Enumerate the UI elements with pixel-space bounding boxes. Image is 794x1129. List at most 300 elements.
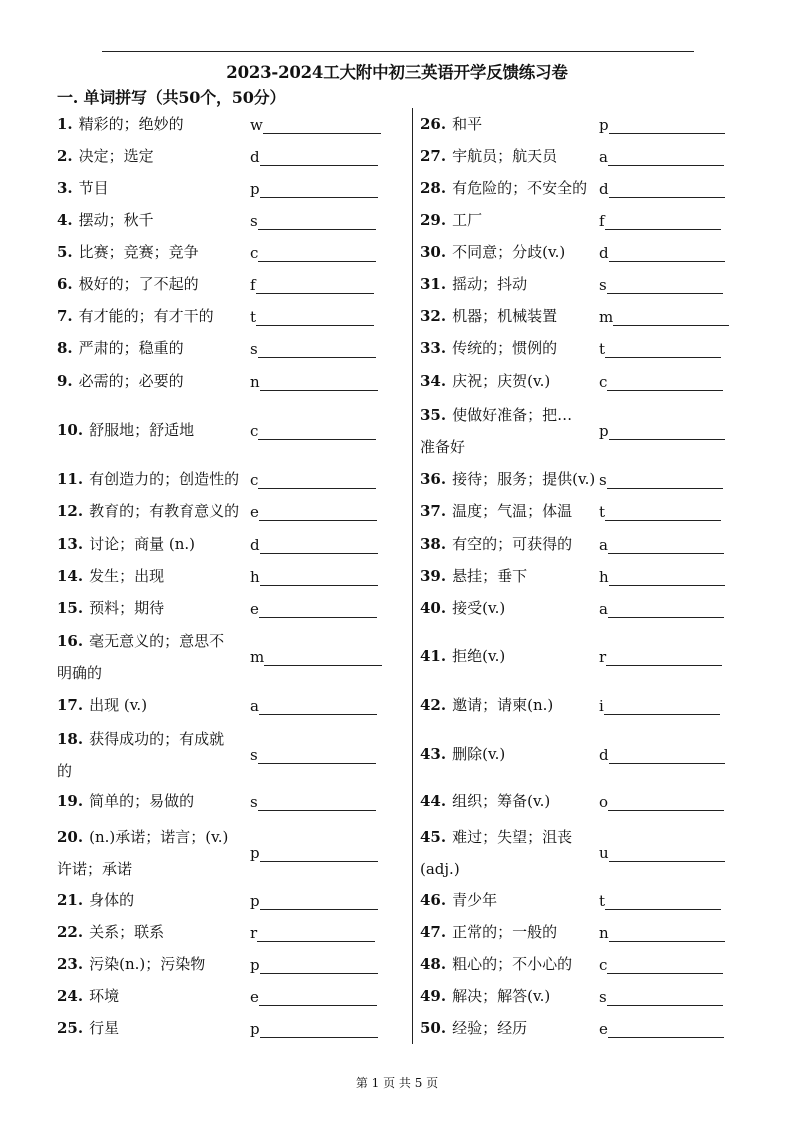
initial-letter: p — [599, 422, 609, 440]
item-number: 35. — [420, 406, 447, 424]
item-definition: 删除(v.) — [452, 745, 506, 763]
answer-line[interactable] — [260, 151, 378, 166]
answer-line[interactable] — [256, 279, 374, 294]
answer-line[interactable] — [258, 215, 376, 230]
initial-letter: p — [250, 180, 260, 198]
answer-blank[interactable] — [250, 746, 376, 764]
item-number: 49. — [420, 987, 447, 1005]
initial-letter: t — [599, 340, 606, 358]
initial-letter: c — [599, 956, 608, 974]
item-definition: 极好的；了不起的 — [78, 275, 199, 293]
item-number: 48. — [420, 955, 447, 973]
answer-blank[interactable] — [250, 116, 381, 134]
item-definition: 使做好准备；把… 准备好 — [420, 406, 573, 456]
vocab-item — [57, 1013, 119, 1043]
page-footer: 第 1 页 共 5 页 — [355, 1076, 439, 1090]
answer-blank[interactable] — [250, 600, 377, 618]
answer-blank[interactable] — [599, 276, 723, 294]
answer-line[interactable] — [607, 474, 723, 489]
item-definition: 有空的；可获得的 — [452, 535, 573, 553]
item-definition: 宇航员；航天员 — [452, 147, 558, 165]
item-number: 13. — [57, 535, 84, 553]
answer-blank[interactable] — [250, 148, 378, 166]
item-number: 25. — [57, 1019, 84, 1037]
item-number: 27. — [420, 147, 447, 165]
answer-blank[interactable] — [599, 1020, 724, 1038]
initial-letter: h — [250, 568, 260, 586]
vocab-item — [57, 690, 147, 720]
answer-blank[interactable] — [250, 212, 376, 230]
answer-blank[interactable] — [250, 503, 377, 521]
item-definition: 获得成功的；有成就 的 — [57, 730, 225, 780]
answer-blank[interactable] — [599, 422, 725, 440]
answer-blank[interactable] — [250, 536, 378, 554]
initial-letter: f — [250, 276, 256, 294]
answer-blank[interactable] — [250, 422, 376, 440]
item-number: 14. — [57, 567, 84, 585]
vocab-item — [57, 529, 195, 559]
answer-line[interactable] — [609, 119, 725, 134]
item-number: 29. — [420, 211, 447, 229]
initial-letter: c — [599, 373, 608, 391]
initial-letter: n — [599, 924, 609, 942]
answer-blank[interactable] — [250, 844, 378, 862]
answer-blank[interactable] — [599, 600, 724, 618]
item-number: 31. — [420, 275, 447, 293]
initial-letter: p — [599, 116, 609, 134]
item-definition: 有创造力的；创造性的 — [89, 470, 240, 488]
vocab-item — [420, 464, 595, 494]
vocab-item — [57, 917, 164, 947]
initial-letter: s — [599, 276, 607, 294]
item-definition: 悬挂；垂下 — [452, 567, 528, 585]
item-definition: 毫无意义的；意思不 明确的 — [57, 632, 225, 682]
initial-letter: a — [250, 697, 259, 715]
initial-letter: a — [599, 536, 608, 554]
answer-line[interactable] — [259, 991, 377, 1006]
section-title: 一. 单词拼写（共50个，50分） — [57, 88, 286, 107]
answer-line[interactable] — [260, 571, 378, 586]
item-number: 16. — [57, 632, 84, 650]
answer-blank[interactable] — [250, 648, 382, 666]
initial-letter: t — [599, 892, 606, 910]
answer-line[interactable] — [263, 119, 381, 134]
answer-line[interactable] — [605, 215, 721, 230]
answer-blank[interactable] — [599, 746, 725, 764]
initial-letter: s — [250, 340, 258, 358]
vocab-item — [420, 690, 553, 720]
vocab-item — [57, 561, 164, 591]
initial-letter: c — [250, 244, 259, 262]
item-definition: 舒服地；舒适地 — [89, 421, 195, 439]
vocab-item — [57, 821, 239, 885]
initial-letter: i — [599, 697, 604, 715]
answer-blank[interactable] — [250, 924, 375, 942]
answer-line[interactable] — [607, 959, 723, 974]
answer-blank[interactable] — [250, 697, 377, 715]
initial-letter: m — [250, 648, 265, 666]
answer-line[interactable] — [258, 749, 376, 764]
item-definition: 环境 — [89, 987, 120, 1005]
item-number: 20. — [57, 828, 84, 846]
answer-blank[interactable] — [250, 988, 377, 1006]
answer-blank[interactable] — [599, 308, 729, 326]
answer-line[interactable] — [260, 959, 378, 974]
item-definition: 出现 (v.) — [89, 696, 148, 714]
answer-blank[interactable] — [599, 212, 721, 230]
answer-line[interactable] — [609, 847, 725, 862]
answer-blank[interactable] — [250, 308, 374, 326]
item-definition: 不同意；分歧(v.) — [452, 243, 566, 261]
answer-line[interactable] — [259, 603, 377, 618]
vocab-item — [420, 366, 550, 396]
answer-line[interactable] — [258, 796, 376, 811]
vocab-item — [57, 109, 184, 139]
vocab-item — [57, 496, 239, 526]
answer-line[interactable] — [605, 343, 721, 358]
vocab-item — [420, 205, 482, 235]
answer-blank[interactable] — [250, 276, 374, 294]
item-definition: 行星 — [89, 1019, 120, 1037]
item-number: 47. — [420, 923, 447, 941]
answer-line[interactable] — [613, 311, 729, 326]
vocab-item — [57, 625, 239, 689]
answer-blank[interactable] — [599, 503, 721, 521]
vocab-item — [420, 917, 557, 947]
item-number: 43. — [420, 745, 447, 763]
initial-letter: w — [250, 116, 263, 134]
item-definition: 工厂 — [452, 211, 483, 229]
item-definition: 温度；气温；体温 — [452, 502, 573, 520]
item-definition: 严肃的；稳重的 — [78, 339, 184, 357]
initial-letter: n — [250, 373, 260, 391]
item-definition: 摇动；抖动 — [452, 275, 528, 293]
vocab-item — [420, 786, 550, 816]
answer-blank[interactable] — [599, 844, 725, 862]
vocab-item — [57, 205, 154, 235]
vocab-item — [420, 885, 497, 915]
answer-blank[interactable] — [599, 536, 724, 554]
item-definition: 传统的；惯例的 — [452, 339, 558, 357]
answer-line[interactable] — [608, 151, 724, 166]
answer-line[interactable] — [607, 376, 723, 391]
initial-letter: s — [250, 793, 258, 811]
item-definition: 节目 — [78, 179, 109, 197]
initial-letter: a — [599, 600, 608, 618]
vocab-item — [57, 141, 154, 171]
item-number: 40. — [420, 599, 447, 617]
vocab-item — [420, 1013, 527, 1043]
item-definition: 精彩的；绝妙的 — [78, 115, 184, 133]
answer-blank[interactable] — [599, 340, 721, 358]
vocab-item — [57, 949, 205, 979]
answer-line[interactable] — [609, 749, 725, 764]
answer-blank[interactable] — [599, 148, 724, 166]
initial-letter: d — [250, 148, 260, 166]
item-definition: 正常的；一般的 — [452, 923, 558, 941]
vocab-item — [57, 173, 109, 203]
top-rule — [102, 51, 694, 52]
answer-line[interactable] — [260, 847, 378, 862]
vocab-item — [420, 739, 505, 769]
initial-letter: p — [250, 892, 260, 910]
answer-line[interactable] — [605, 506, 721, 521]
answer-blank[interactable] — [250, 1020, 378, 1038]
item-definition: 必需的；必要的 — [78, 372, 184, 390]
item-definition: 难过；失望；沮丧 (adj.) — [420, 828, 573, 878]
answer-blank[interactable] — [599, 116, 725, 134]
item-number: 44. — [420, 792, 447, 810]
answer-line[interactable] — [257, 927, 375, 942]
vocab-item — [57, 366, 184, 396]
item-definition: 摆动；秋千 — [78, 211, 154, 229]
initial-letter: s — [250, 212, 258, 230]
page-title: 2023-2024工大附中初三英语开学反馈练习卷 — [226, 63, 568, 82]
initial-letter: r — [250, 924, 258, 942]
answer-line[interactable] — [260, 895, 378, 910]
item-definition: 发生；出现 — [89, 567, 165, 585]
vocab-item — [420, 641, 505, 671]
item-number: 21. — [57, 891, 84, 909]
answer-line[interactable] — [264, 651, 382, 666]
item-definition: 粗心的；不小心的 — [452, 955, 573, 973]
answer-blank[interactable] — [599, 697, 720, 715]
vocab-item — [57, 723, 239, 787]
item-definition: (n.)承诺；诺言；(v.) 许诺；承诺 — [57, 828, 229, 878]
answer-blank[interactable] — [250, 340, 376, 358]
initial-letter: d — [250, 536, 260, 554]
item-number: 8. — [57, 339, 73, 357]
initial-letter: r — [599, 648, 607, 666]
item-number: 23. — [57, 955, 84, 973]
item-number: 12. — [57, 502, 84, 520]
item-definition: 有才能的；有才干的 — [78, 307, 214, 325]
answer-line[interactable] — [604, 700, 720, 715]
initial-letter: e — [250, 600, 259, 618]
item-definition: 拒绝(v.) — [452, 647, 506, 665]
answer-blank[interactable] — [250, 568, 378, 586]
answer-blank[interactable] — [599, 180, 725, 198]
vocab-item — [420, 237, 565, 267]
item-number: 18. — [57, 730, 84, 748]
item-number: 50. — [420, 1019, 447, 1037]
item-number: 3. — [57, 179, 73, 197]
answer-blank[interactable] — [250, 793, 376, 811]
answer-blank[interactable] — [599, 244, 725, 262]
item-number: 42. — [420, 696, 447, 714]
vocab-item — [420, 496, 572, 526]
vocab-item — [57, 237, 199, 267]
item-definition: 教育的；有教育意义的 — [89, 502, 240, 520]
item-definition: 有危险的；不安全的 — [452, 179, 588, 197]
item-definition: 接受(v.) — [452, 599, 506, 617]
answer-line[interactable] — [608, 603, 724, 618]
vocab-item — [57, 464, 239, 494]
initial-letter: c — [250, 422, 259, 440]
vocab-item — [57, 415, 194, 445]
item-number: 38. — [420, 535, 447, 553]
initial-letter: p — [250, 844, 260, 862]
answer-line[interactable] — [259, 506, 377, 521]
answer-blank[interactable] — [250, 373, 378, 391]
answer-blank[interactable] — [599, 793, 724, 811]
vocab-item — [57, 885, 134, 915]
answer-blank[interactable] — [599, 648, 722, 666]
answer-line[interactable] — [609, 425, 725, 440]
answer-line[interactable] — [260, 1023, 378, 1038]
answer-line[interactable] — [260, 539, 378, 554]
item-definition: 解决；解答(v.) — [452, 987, 551, 1005]
vocab-item — [420, 269, 527, 299]
item-definition: 青少年 — [452, 891, 498, 909]
vocab-item — [420, 981, 550, 1011]
item-number: 45. — [420, 828, 447, 846]
answer-line[interactable] — [607, 279, 723, 294]
initial-letter: e — [250, 988, 259, 1006]
vocab-item — [420, 301, 557, 331]
initial-letter: c — [250, 471, 259, 489]
item-number: 39. — [420, 567, 447, 585]
item-number: 4. — [57, 211, 73, 229]
item-number: 26. — [420, 115, 447, 133]
item-number: 37. — [420, 502, 447, 520]
item-definition: 决定；选定 — [78, 147, 154, 165]
initial-letter: e — [250, 503, 259, 521]
vocab-item — [57, 981, 119, 1011]
initial-letter: s — [599, 471, 607, 489]
item-number: 19. — [57, 792, 84, 810]
item-definition: 关系；联系 — [89, 923, 165, 941]
item-number: 11. — [57, 470, 84, 488]
answer-blank[interactable] — [599, 924, 725, 942]
answer-line[interactable] — [606, 651, 722, 666]
answer-line[interactable] — [608, 796, 724, 811]
initial-letter: t — [599, 503, 606, 521]
item-number: 15. — [57, 599, 84, 617]
answer-line[interactable] — [609, 183, 725, 198]
vocab-item — [420, 561, 527, 591]
item-number: 30. — [420, 243, 447, 261]
item-number: 2. — [57, 147, 73, 165]
vocab-item — [420, 173, 587, 203]
initial-letter: u — [599, 844, 609, 862]
vocab-item — [57, 593, 164, 623]
item-number: 1. — [57, 115, 73, 133]
initial-letter: s — [599, 988, 607, 1006]
answer-blank[interactable] — [599, 956, 723, 974]
answer-blank[interactable] — [250, 956, 378, 974]
vocab-item — [420, 399, 588, 463]
item-number: 41. — [420, 647, 447, 665]
initial-letter: p — [250, 1020, 260, 1038]
answer-line[interactable] — [258, 343, 376, 358]
item-definition: 预料；期待 — [89, 599, 165, 617]
item-number: 33. — [420, 339, 447, 357]
item-definition: 经验；经历 — [452, 1019, 528, 1037]
initial-letter: p — [250, 956, 260, 974]
answer-blank[interactable] — [599, 373, 723, 391]
answer-line[interactable] — [259, 700, 377, 715]
vocab-item — [420, 333, 557, 363]
item-definition: 身体的 — [89, 891, 135, 909]
initial-letter: d — [599, 746, 609, 764]
answer-blank[interactable] — [250, 892, 378, 910]
answer-blank[interactable] — [250, 471, 376, 489]
answer-line[interactable] — [260, 376, 378, 391]
item-number: 28. — [420, 179, 447, 197]
item-number: 22. — [57, 923, 84, 941]
item-number: 36. — [420, 470, 447, 488]
initial-letter: o — [599, 793, 609, 811]
item-definition: 庆祝；庆贺(v.) — [452, 372, 551, 390]
answer-line[interactable] — [609, 571, 725, 586]
vocab-item — [420, 529, 572, 559]
item-definition: 比赛；竞赛；竞争 — [78, 243, 199, 261]
initial-letter: m — [599, 308, 614, 326]
answer-line[interactable] — [608, 1023, 724, 1038]
item-number: 34. — [420, 372, 447, 390]
item-definition: 组织；筹备(v.) — [452, 792, 551, 810]
item-number: 17. — [57, 696, 84, 714]
vocab-item — [420, 141, 557, 171]
answer-blank[interactable] — [599, 892, 721, 910]
item-number: 5. — [57, 243, 73, 261]
answer-line[interactable] — [605, 895, 721, 910]
initial-letter: h — [599, 568, 609, 586]
answer-blank[interactable] — [599, 471, 723, 489]
initial-letter: s — [250, 746, 258, 764]
vocab-item — [420, 821, 588, 885]
item-number: 24. — [57, 987, 84, 1005]
item-definition: 讨论；商量 (n.) — [89, 535, 196, 553]
item-definition: 污染(n.)；污染物 — [89, 955, 206, 973]
item-definition: 机器；机械装置 — [452, 307, 558, 325]
answer-line[interactable] — [258, 474, 376, 489]
item-number: 7. — [57, 307, 73, 325]
answer-line[interactable] — [608, 539, 724, 554]
column-divider — [412, 108, 413, 1044]
answer-blank[interactable] — [250, 244, 376, 262]
vocab-item — [420, 593, 505, 623]
initial-letter: d — [599, 244, 609, 262]
item-definition: 邀请；请柬(n.) — [452, 696, 554, 714]
vocab-item — [420, 949, 572, 979]
item-number: 32. — [420, 307, 447, 325]
answer-blank[interactable] — [599, 988, 723, 1006]
vocab-item — [420, 109, 482, 139]
answer-blank[interactable] — [250, 180, 378, 198]
answer-line[interactable] — [260, 183, 378, 198]
answer-line[interactable] — [256, 311, 374, 326]
item-definition: 接待；服务；提供(v.) — [452, 470, 596, 488]
answer-line[interactable] — [609, 247, 725, 262]
initial-letter: f — [599, 212, 605, 230]
item-definition: 简单的；易做的 — [89, 792, 195, 810]
item-number: 46. — [420, 891, 447, 909]
vocab-item — [57, 333, 184, 363]
item-number: 9. — [57, 372, 73, 390]
item-number: 6. — [57, 275, 73, 293]
initial-letter: a — [599, 148, 608, 166]
answer-blank[interactable] — [599, 568, 725, 586]
item-number: 10. — [57, 421, 84, 439]
answer-line[interactable] — [258, 425, 376, 440]
vocab-item — [57, 269, 199, 299]
answer-line[interactable] — [609, 927, 725, 942]
vocab-item — [57, 301, 214, 331]
answer-line[interactable] — [607, 991, 723, 1006]
answer-line[interactable] — [258, 247, 376, 262]
